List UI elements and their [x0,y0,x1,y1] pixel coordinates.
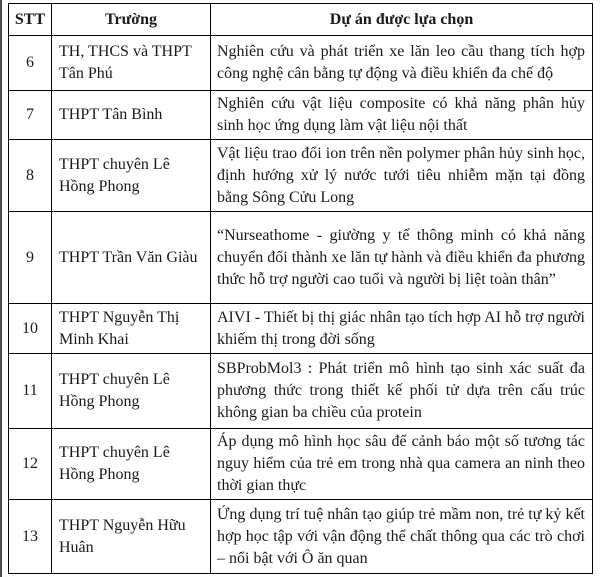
table-row [9,140,593,212]
table-row [9,212,593,304]
cell-project: Vật liệu trao đổi ion trên nền polymer phân hủy sinh học, định hướng xử lý nước tưới tiêu nhiễm mặn tại đồng bằng Sông Cửu Long [211,140,593,212]
table-row [9,500,593,574]
cell-project: Nghiên cứu và phát triển xe lăn leo cầu thang tích hợp công nghệ cân bằng tự động và điều khiển đa chế độ [211,36,593,91]
cell-school: THPT chuyên Lê Hồng Phong [52,354,211,429]
table-row [9,91,593,140]
cell-school: THPT Nguyễn Thị Minh Khai [52,304,211,354]
table-row [9,354,593,429]
cell-school: THPT Nguyễn Hữu Huân [52,500,211,574]
header-school: Trường [52,4,211,36]
cell-stt: 12 [9,429,52,500]
cell-school: THPT chuyên Lê Hồng Phong [52,429,211,500]
header-stt: STT [9,4,52,36]
cell-stt: 9 [9,212,52,304]
cell-stt: 7 [9,91,52,140]
table-row [9,304,593,354]
page-edge-line [0,0,2,577]
cell-project: AIVI - Thiết bị thị giác nhân tạo tích hợp AI hỗ trợ người khiếm thị trong đời sống [211,304,593,354]
cell-project: Áp dụng mô hình học sâu để cảnh báo một số tương tác nguy hiểm của trẻ em trong nhà qua camera an ninh theo thời gian thực [211,429,593,500]
cell-project: Nghiên cứu vật liệu composite có khả năng phân hủy sinh học ứng dụng làm vật liệu nội thất [211,91,593,140]
cell-project: “Nurseathome - giường y tế thông minh có khả năng chuyển đổi thành xe lăn tự hành và điều khiển đa phương thức hỗ trợ người cao tuổi và người bị liệt toàn thân” [211,212,593,304]
header-project: Dự án được lựa chọn [211,4,593,36]
cell-stt: 11 [9,354,52,429]
cell-school: THPT Tân Bình [52,91,211,140]
cell-stt: 10 [9,304,52,354]
cell-stt: 8 [9,140,52,212]
cell-school: TH, THCS và THPT Tân Phú [52,36,211,91]
cell-school: THPT Trần Văn Giàu [52,212,211,304]
cell-school: THPT chuyên Lê Hồng Phong [52,140,211,212]
cell-stt: 13 [9,500,52,574]
table-header-row [9,4,593,36]
table-row [9,429,593,500]
selected-projects-table [8,3,593,574]
table-row [9,36,593,91]
cell-project: SBProbMol3 : Phát triển mô hình tạo sinh xác suất đa phương thức trong thiết kế phối tử dựa trên cấu trúc không gian ba chiều của protein [211,354,593,429]
cell-project: Ứng dụng trí tuệ nhân tạo giúp trẻ mầm non, trẻ tự kỷ kết hợp học tập với vận động thể chất thông qua các trò chơi – nổi bật với Ô ăn quan [211,500,593,574]
cell-stt: 6 [9,36,52,91]
